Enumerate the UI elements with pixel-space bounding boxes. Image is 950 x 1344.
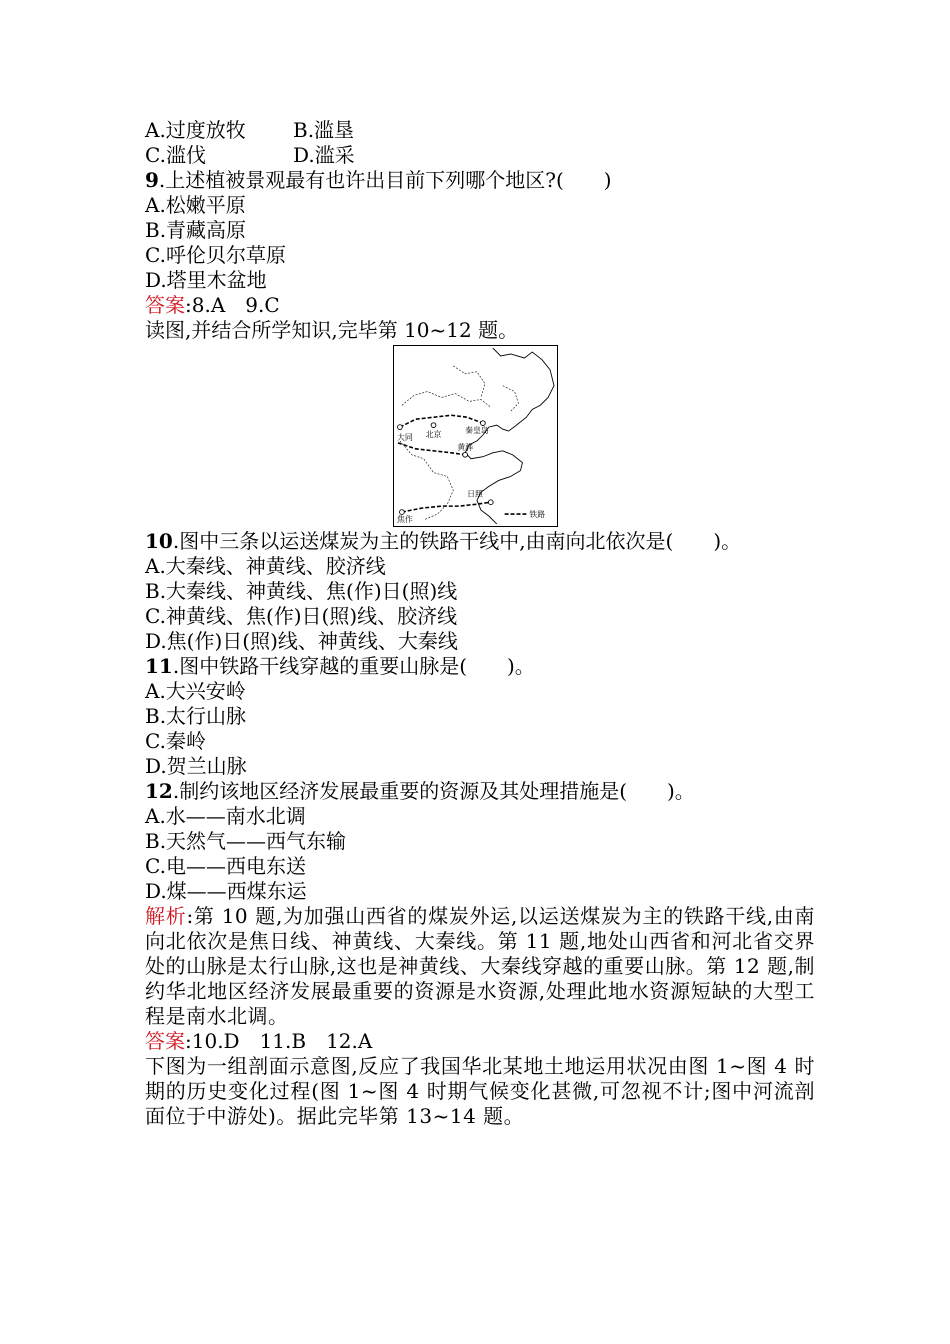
q8-option-b: B.滥垦 [293,118,355,142]
answer-text: :8.A 9.C [185,293,280,317]
map-label-rizhao: 日照 [467,489,483,499]
answer-text-2: :10.D 11.B 12.A [185,1029,373,1053]
map-label-huanghua: 黄骅 [457,442,474,452]
answer-label-2: 答案 [145,1029,185,1053]
q8-option-d: D.滥采 [293,143,355,167]
q9-text: .上述植被景观最有也许出目前下列哪个地区?( ) [158,168,612,192]
q8-options-row-2 [145,143,815,168]
analysis-label: 解析 [145,904,187,928]
q8-option-c: C.滥伐 [145,143,206,167]
q11-option-b: B.太行山脉 [145,704,247,728]
q10-text: .图中三条以运送煤炭为主的铁路干线中,由南向北依次是( )。 [172,529,742,553]
q12-text: .制约该地区经济发展最重要的资源及其处理措施是( )。 [172,779,695,803]
map-label-datong: 大同 [396,432,413,442]
q10-number: 10 [145,529,173,553]
q9-option-a: A.松嫩平原 [145,193,246,217]
q8-options-row-1 [145,118,815,143]
map-container [145,343,815,529]
answer-label: 答案 [145,293,185,317]
intro-13-14: 下图为一组剖面示意图,反应了我国华北某地土地运用状况由图 1~图 4 时期的历史变化过程(图 1~图 4 时期气候变化甚微,可忽视不计;图中河流剖面位于中游处)。据此完毕第 13~14 题。 [145,1054,815,1128]
q12-option-c: C.电——西电东送 [145,854,306,878]
q9-stem [145,168,815,193]
analysis-paragraph [145,904,815,1029]
map-label-jiaozuo: 焦作 [396,514,413,524]
answer-10-12 [145,1029,815,1054]
q10-stem [145,529,815,554]
document-page [145,118,815,1129]
q10-option-d: D.焦(作)日(照)线、神黄线、大秦线 [145,629,458,653]
q9-number: 9 [145,168,159,192]
q12-number: 12 [145,779,173,803]
q9-option-d: D.塔里木盆地 [145,268,267,292]
q11-number: 11 [145,654,173,678]
q9-option-c: C.呼伦贝尔草原 [145,243,286,267]
q11-option-d: D.贺兰山脉 [145,754,247,778]
answer-8-9 [145,293,815,318]
q12-option-d: D.煤——西煤东运 [145,879,307,903]
q11-text: .图中铁路干线穿越的重要山脉是( )。 [172,654,535,678]
q11-option-c: C.秦岭 [145,729,206,753]
railway-map [393,345,558,527]
q12-option-b: B.天然气——西气东输 [145,829,347,853]
q8-option-a: A.过度放牧 [145,118,246,142]
map-label-qinhuangdao: 秦皇岛 [465,426,489,436]
q10-option-c: C.神黄线、焦(作)日(照)线、胶济线 [145,604,458,628]
q9-option-b: B.青藏高原 [145,218,247,242]
map-legend-railway: 铁路 [529,510,546,520]
q11-option-a: A.大兴安岭 [145,679,246,703]
map-label-beijing: 北京 [425,429,442,439]
analysis-text: :第 10 题,为加强山西省的煤炭外运,以运送煤炭为主的铁路干线,由南向北依次是焦日线、神黄线、大秦线。第 11 题,地处山西省和河北省交界处的山脉是太行山脉,这也是神黄线、大秦线穿越的重要山脉。第 12 题,制约华北地区经济发展最重要的资源是水资源,处理此地水资源短缺的大型工程是南水北调。 [145,904,816,1028]
railway-map-svg [394,346,557,526]
q12-option-a: A.水——南水北调 [145,804,306,828]
q12-stem [145,779,815,804]
q11-stem [145,654,815,679]
q10-option-b: B.大秦线、神黄线、焦(作)日(照)线 [145,579,458,603]
q10-option-a: A.大秦线、神黄线、胶济线 [145,554,386,578]
intro-10-12: 读图,并结合所学知识,完毕第 10~12 题。 [145,318,519,342]
